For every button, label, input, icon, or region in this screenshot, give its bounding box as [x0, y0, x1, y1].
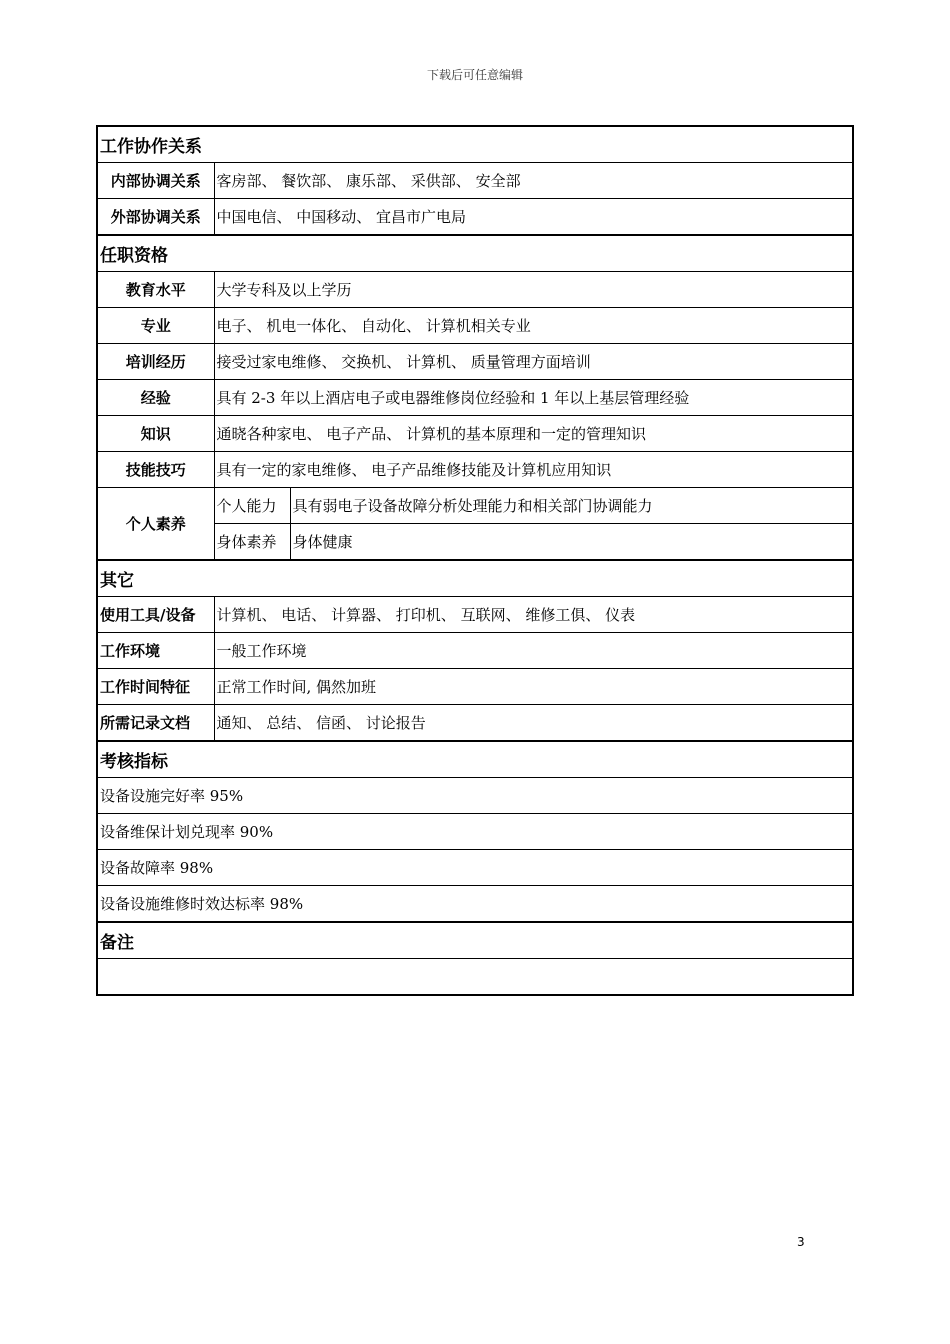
row-label: 专业 — [97, 308, 214, 344]
sub-label: 身体素养 — [214, 524, 290, 561]
page-number: 3 — [797, 1235, 805, 1249]
table-row — [97, 272, 853, 308]
row-value: 通晓各种家电、 电子产品、 计算机的基本原理和一定的管理知识 — [214, 416, 853, 452]
section-title: 任职资格 — [97, 235, 853, 272]
table-row — [97, 705, 853, 742]
table-row — [97, 814, 853, 850]
row-label: 工作时间特征 — [97, 669, 214, 705]
remarks-value — [97, 959, 853, 996]
row-value: 接受过家电维修、 交换机、 计算机、 质量管理方面培训 — [214, 344, 853, 380]
table-row — [97, 633, 853, 669]
row-value: 具有 2-3 年以上酒店电子或电器维修岗位经验和 1 年以上基层管理经验 — [214, 380, 853, 416]
table-row — [97, 669, 853, 705]
table-row — [97, 163, 853, 199]
row-value: 具有弱电子设备故障分析处理能力和相关部门协调能力 — [290, 488, 853, 524]
kpi-item: 设备设施维修时效达标率 98% — [97, 886, 853, 923]
row-value: 计算机、 电话、 计算器、 打印机、 互联网、 维修工俱、 仪表 — [214, 597, 853, 633]
row-value: 正常工作时间, 偶然加班 — [214, 669, 853, 705]
table-row — [97, 959, 853, 996]
section-title: 备注 — [97, 922, 853, 959]
section-other-header — [97, 560, 853, 597]
table-row — [97, 452, 853, 488]
row-label: 经验 — [97, 380, 214, 416]
section-cooperation-header — [97, 126, 853, 163]
table-row — [97, 416, 853, 452]
row-value: 中国电信、 中国移动、 宜昌市广电局 — [214, 199, 853, 236]
row-label: 技能技巧 — [97, 452, 214, 488]
job-description-table — [96, 125, 854, 996]
table-row — [97, 850, 853, 886]
row-value: 大学专科及以上学历 — [214, 272, 853, 308]
row-value: 一般工作环境 — [214, 633, 853, 669]
row-value: 电子、 机电一体化、 自动化、 计算机相关专业 — [214, 308, 853, 344]
table-row — [97, 488, 853, 524]
row-value: 客房部、 餐饮部、 康乐部、 采供部、 安全部 — [214, 163, 853, 199]
row-label: 教育水平 — [97, 272, 214, 308]
kpi-item: 设备故障率 98% — [97, 850, 853, 886]
kpi-item: 设备维保计划兑现率 90% — [97, 814, 853, 850]
section-title: 考核指标 — [97, 741, 853, 778]
row-label: 培训经历 — [97, 344, 214, 380]
table-row — [97, 886, 853, 923]
table-row — [97, 778, 853, 814]
row-label: 知识 — [97, 416, 214, 452]
row-value: 通知、 总结、 信函、 讨论报告 — [214, 705, 853, 742]
page-header: 下载后可任意编辑 — [426, 68, 523, 82]
row-value: 身体健康 — [290, 524, 853, 561]
table-row — [97, 308, 853, 344]
section-remarks-header — [97, 922, 853, 959]
sub-label: 个人能力 — [214, 488, 290, 524]
section-title: 工作协作关系 — [97, 126, 853, 163]
table-row — [97, 199, 853, 236]
section-title: 其它 — [97, 560, 853, 597]
row-label: 所需记录文档 — [97, 705, 214, 742]
row-value: 具有一定的家电维修、 电子产品维修技能及计算机应用知识 — [214, 452, 853, 488]
row-label: 外部协调关系 — [97, 199, 214, 236]
row-label: 个人素养 — [97, 488, 214, 561]
table-row — [97, 597, 853, 633]
section-qualification-header — [97, 235, 853, 272]
row-label: 工作环境 — [97, 633, 214, 669]
table-row — [97, 380, 853, 416]
row-label: 内部协调关系 — [97, 163, 214, 199]
row-label: 使用工具/设备 — [97, 597, 214, 633]
section-kpi-header — [97, 741, 853, 778]
table-row — [97, 344, 853, 380]
kpi-item: 设备设施完好率 95% — [97, 778, 853, 814]
